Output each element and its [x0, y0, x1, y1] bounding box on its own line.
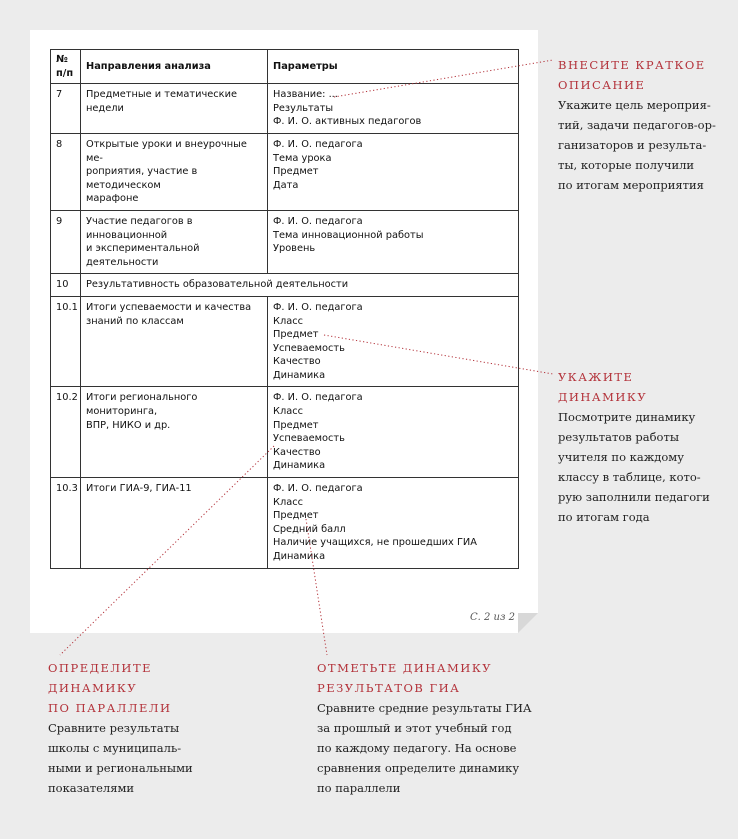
row-number: 10.1: [51, 296, 81, 387]
row-number: 10: [51, 274, 81, 297]
callout-parallel-text: Сравните результаты школы с муниципаль- ными и региональными показателями: [48, 721, 193, 795]
param-item: Предмет: [273, 166, 319, 178]
leader-dynamics: [324, 335, 553, 374]
callout-gia-text: Сравните средние результаты ГИА за прошлый и этот учебный год по каждому педагогу. На основе сравнения определите динамику по параллели: [317, 701, 532, 795]
callout-gia-title: ОТМЕТЬТЕ ДИНАМИКУ РЕЗУЛЬТАТОВ ГИА: [317, 661, 493, 695]
row-number: 7: [51, 84, 81, 134]
callout-describe-title: ВНЕСИТЕ КРАТКОЕ ОПИСАНИЕ: [558, 58, 706, 92]
param-item: Динамика: [273, 460, 326, 472]
param-item: Качество: [273, 446, 321, 458]
row-number: 9: [51, 210, 81, 273]
leader-gia: [306, 519, 327, 655]
param-item: Класс: [273, 315, 303, 327]
param-item: Наличие учащихся, не прошедших ГИА: [273, 537, 477, 549]
param-item: Ф. И. О. активных педагогов: [273, 116, 422, 128]
param-item: Тема урока: [273, 152, 332, 164]
callout-parallel-title: ОПРЕДЕЛИТЕ ДИНАМИКУ ПО ПАРАЛЛЕЛИ: [48, 661, 172, 715]
page-number: С. 2 из 2: [470, 612, 515, 623]
param-item: Тема инновационной работы: [273, 229, 424, 241]
callout-dynamics-text: Посмотрите динамику результатов работы учителя по каждому классу в таблице, кото- рую заполнили педагоги по итогам года: [558, 410, 710, 524]
callout-parallel: [48, 658, 248, 798]
param-item: Предмет: [273, 419, 319, 431]
row-number: 8: [51, 133, 81, 210]
param-item: Дата: [273, 179, 299, 191]
param-item: Динамика: [273, 551, 326, 562]
param-item: Ф. И. О. педагога: [273, 301, 363, 313]
callout-dynamics: [558, 367, 733, 527]
leader-describe: [334, 60, 553, 97]
header-direction: Направления анализа: [81, 50, 268, 84]
param-item: Ф. И. О. педагога: [273, 483, 363, 495]
row-number: 10.2: [51, 387, 81, 478]
header-num: № п/п: [51, 50, 81, 84]
callout-dynamics-title: УКАЖИТЕ ДИНАМИКУ: [558, 370, 648, 404]
param-item: Ф. И. О. педагога: [273, 392, 363, 404]
param-item: Предмет: [273, 510, 319, 522]
section-title: Результативность образовательной деятельности: [81, 274, 519, 297]
callout-describe-text: Укажите цель мероприя- тий, задачи педагогов-ор- ганизаторов и результа- ты, которые получили по итогам мероприятия: [558, 98, 716, 192]
param-item: Успеваемость: [273, 433, 345, 445]
param-item: Успеваемость: [273, 342, 345, 354]
row-direction: Итоги успеваемости и качества знаний по классам: [81, 296, 268, 387]
param-item: Класс: [273, 406, 303, 418]
param-item: Уровень: [273, 243, 316, 255]
param-item: Название: ...: [273, 89, 338, 101]
leader-parallel: [60, 446, 274, 655]
row-direction: Итоги регионального мониторинга, ВПР, НИКО и др.: [81, 387, 268, 478]
callout-describe: [558, 55, 733, 195]
param-item: Средний балл: [273, 523, 346, 535]
row-direction: Предметные и тематические недели: [81, 84, 268, 134]
param-item: Класс: [273, 496, 303, 508]
param-item: Ф. И. О. педагога: [273, 138, 363, 150]
row-number: 10.3: [51, 478, 81, 569]
callout-gia: [317, 658, 557, 798]
param-item: Качество: [273, 356, 321, 368]
param-item: Ф. И. О. педагога: [273, 215, 363, 227]
row-direction: Итоги ГИА-9, ГИА-11: [81, 478, 268, 569]
param-item: Предмет: [273, 329, 319, 341]
row-direction: Открытые уроки и внеурочные ме- роприятия, участие в методическом марафоне: [81, 133, 268, 210]
row-direction: Участие педагогов в инновационной и экспериментальной деятельности: [81, 210, 268, 273]
param-item: Результаты: [273, 102, 334, 114]
param-item: Динамика: [273, 369, 326, 381]
header-params: Параметры: [268, 50, 519, 84]
